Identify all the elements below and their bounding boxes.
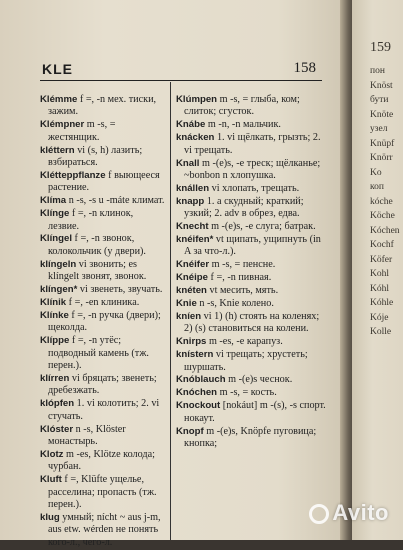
right-page-fragment: Knöst xyxy=(370,80,393,91)
dictionary-entry xyxy=(176,259,326,271)
dictionary-entry xyxy=(176,221,326,233)
right-page-fragment: Ko xyxy=(370,167,382,178)
right-page xyxy=(352,0,403,540)
right-page-fragment: Kóje xyxy=(370,312,389,323)
entry-headword: Klotz xyxy=(40,448,64,460)
entry-definition: f =, -n пивная. xyxy=(208,272,272,284)
dictionary-entry xyxy=(176,374,326,386)
dictionary-entry xyxy=(176,285,326,297)
dictionary-entry xyxy=(176,311,326,336)
dictionary-entry xyxy=(176,272,326,284)
right-page-fragment: Knörr xyxy=(370,153,393,163)
entry-definition: m -(e)s, Knöpfe пуговица; кнопка; xyxy=(184,425,317,449)
dictionary-entry xyxy=(40,373,166,398)
entry-headword: Klínik xyxy=(40,297,67,308)
entry-headword: knístern xyxy=(176,349,214,361)
entry-definition: 1. vi колотить; 2. vi стучать. xyxy=(48,398,160,422)
right-page-fragment: kóche xyxy=(370,196,393,207)
entry-definition: m -(e)s, -e слуга; батрак. xyxy=(208,221,316,233)
entry-definition: vi (s, h) лазить; взбираться. xyxy=(48,144,143,169)
dictionary-entry xyxy=(40,449,166,474)
dictionary-entry xyxy=(40,297,166,309)
dictionary-entry xyxy=(176,298,326,310)
entry-headword: Knóchen xyxy=(176,387,218,399)
column-divider xyxy=(170,82,171,540)
entry-headword: klíngen* xyxy=(40,284,78,296)
entry-definition: vi хлопать, трещать. xyxy=(209,182,300,194)
right-page-number: 159 xyxy=(370,40,391,55)
entry-headword: Klémme xyxy=(40,94,78,105)
right-page-fragment: узел xyxy=(370,124,388,134)
right-page-fragment: Kolle xyxy=(370,327,392,337)
entry-headword: kléttern xyxy=(40,144,75,156)
entry-headword: Knecht xyxy=(176,221,209,233)
entry-definition: vt месить, мять. xyxy=(206,285,279,297)
dictionary-entry xyxy=(40,259,166,284)
dictionary-entry xyxy=(176,336,326,348)
right-page-fragment: коп xyxy=(370,182,384,192)
page-number: 158 xyxy=(293,60,316,76)
entry-definition: f =, -en клиника. xyxy=(66,297,140,308)
entry-headword: klug xyxy=(40,511,60,523)
dictionary-entry xyxy=(176,387,326,399)
dictionary-entry xyxy=(176,183,326,195)
entry-definition: vi бряцать; звенеть; дребезжать. xyxy=(48,372,157,397)
right-page-fragment: Köfer xyxy=(370,254,393,265)
dictionary-entry xyxy=(40,284,166,296)
right-page-fragment: Knüpf xyxy=(370,138,395,149)
dictionary-entry xyxy=(176,349,326,374)
entry-definition: f =, -n утёс; подводный камень (тж. перен.). xyxy=(48,335,149,372)
dictionary-entry xyxy=(40,474,166,511)
entry-headword: Knéipe xyxy=(176,272,208,284)
entry-definition: f выющееся растение. xyxy=(48,169,160,194)
entry-definition: умный; nícht ~ aus j-m, aus etw. wérden не понять кого-л., чего-л. xyxy=(48,511,161,548)
entry-headword: Knirps xyxy=(176,336,207,348)
dictionary-entry xyxy=(40,170,166,195)
right-page-fragment: Kochf xyxy=(370,240,394,250)
dictionary-entry xyxy=(40,145,166,170)
dictionary-entry xyxy=(176,400,326,425)
entry-definition: vi 1) (h) стоять на коленях; 2) (s) становиться на колени. xyxy=(184,310,320,335)
right-page-fragment: Köche xyxy=(370,211,395,221)
right-page-fragments xyxy=(370,64,400,340)
entry-headword: kníen xyxy=(176,310,202,322)
dictionary-entry xyxy=(176,158,326,183)
dictionary-entry xyxy=(176,94,326,119)
dictionary-entry xyxy=(176,119,326,131)
right-page-fragment: Kóchen xyxy=(370,225,400,236)
dictionary-entry xyxy=(176,426,326,451)
entry-headword: Klíngel xyxy=(40,233,72,245)
avito-logo-icon xyxy=(309,504,329,524)
entry-definition: f =, -n звонок, колокольчик (у двери). xyxy=(48,233,146,257)
dictionary-entry xyxy=(176,196,326,221)
entry-definition: vi звенеть, звучать. xyxy=(77,284,163,296)
right-page-fragment: Knöte xyxy=(370,109,394,120)
dictionary-entry xyxy=(40,233,166,258)
entry-headword: klópfen xyxy=(40,398,75,410)
watermark-text: Avito xyxy=(332,500,389,525)
entry-definition: f =, -n мех. тиски, зажим. xyxy=(48,94,157,118)
dictionary-entry xyxy=(40,512,166,549)
entry-headword: knapp xyxy=(176,195,205,207)
entry-headword: Knopf xyxy=(176,425,204,437)
guide-word: KLE xyxy=(42,61,73,77)
entry-headword: Knábe xyxy=(176,119,206,131)
entry-headword: Knóblauch xyxy=(176,374,226,386)
entry-headword: Kléttерpflanze xyxy=(40,169,106,181)
entry-headword: Klíppe xyxy=(40,335,70,347)
entry-headword: knéten xyxy=(176,285,207,297)
entry-definition: m -(e)s чеснок. xyxy=(225,374,293,386)
entry-headword: Klúmpen xyxy=(176,94,218,105)
entry-definition: f =, -n клинок, лезвие. xyxy=(48,208,134,232)
entry-headword: Klíma xyxy=(40,195,67,207)
entry-headword: Klínge xyxy=(40,208,70,220)
entry-definition: vi звонить; es klíngelt звонят, звонок. xyxy=(48,258,147,283)
entry-headword: Klémpner xyxy=(40,119,85,131)
entry-definition: m -s, = пенсне. xyxy=(209,259,276,271)
entry-definition: m -s, = жестянщик. xyxy=(48,119,116,143)
dictionary-entry xyxy=(40,119,166,144)
page-header xyxy=(40,58,322,81)
entry-definition: m -s, = глыба, ком; слиток; сгусток. xyxy=(184,94,300,118)
right-column xyxy=(176,94,326,451)
entry-definition: m -(e)s, -e треск; щёлканье; ~bonbon n хлопушка. xyxy=(184,157,321,181)
entry-headword: knállen xyxy=(176,182,210,194)
entry-headword: Knockout xyxy=(176,400,221,412)
entry-definition: m -n, -n мальчик. xyxy=(205,119,281,131)
entry-headword: Knie xyxy=(176,298,197,309)
right-page-fragment: Kohl xyxy=(370,269,389,279)
dictionary-entry xyxy=(176,234,326,259)
entry-headword: Knéifer xyxy=(176,259,210,271)
entry-definition: [nokáut] m -(s), -s спорт. нокаут. xyxy=(184,400,326,424)
right-page-fragment: Kóhl xyxy=(370,283,389,294)
entry-definition: n -s, Klöster монастырь. xyxy=(48,423,126,447)
entry-headword: Klínke xyxy=(40,309,69,321)
right-page-fragment: бути xyxy=(370,95,389,105)
entry-headword: knácken xyxy=(176,132,215,144)
entry-definition: m -es, -e карапуз. xyxy=(206,336,283,348)
right-page-fragment: Kóhle xyxy=(370,298,394,308)
dictionary-entry xyxy=(40,94,166,119)
left-column xyxy=(40,94,166,550)
entry-definition: m -s, = кость. xyxy=(217,387,277,399)
entry-definition: n -s, -s u -máte климат. xyxy=(66,195,165,207)
entry-headword: Klóster xyxy=(40,423,74,435)
entry-definition: m -es, Klötze колода; чурбан. xyxy=(48,448,155,473)
entry-definition: f =, -n ручка (двери); щеколда. xyxy=(48,309,161,334)
entry-definition: vi трещать; хрустеть; шуршать. xyxy=(184,349,308,373)
dictionary-entry xyxy=(176,132,326,157)
dictionary-entry xyxy=(40,424,166,449)
entry-headword: klíngeln xyxy=(40,258,77,270)
entry-definition: 1. a скудный; краткий; узкий; 2. adv в обрез, едва. xyxy=(184,195,304,220)
entry-definition: f =, Klüfte ущелье, расселина; пропасть (тж. перен.). xyxy=(48,474,157,510)
dictionary-entry xyxy=(40,398,166,423)
avito-watermark xyxy=(309,500,389,526)
entry-definition: vt щипать, ущипнуть (in A за что-л.). xyxy=(184,233,321,258)
dictionary-entry xyxy=(40,208,166,233)
dictionary-entry xyxy=(40,335,166,372)
entry-headword: Knall xyxy=(176,157,200,169)
right-page-fragment: пон xyxy=(370,66,385,76)
entry-headword: klírren xyxy=(40,372,70,384)
entry-headword: knéifen* xyxy=(176,233,214,245)
entry-definition: n -s, Knie колено. xyxy=(196,298,274,309)
dictionary-entry xyxy=(40,310,166,335)
entry-headword: Kluft xyxy=(40,474,62,486)
dictionary-entry xyxy=(40,195,166,207)
entry-definition: 1. vi щёлкать, грызть; 2. vi трещать. xyxy=(184,132,321,156)
